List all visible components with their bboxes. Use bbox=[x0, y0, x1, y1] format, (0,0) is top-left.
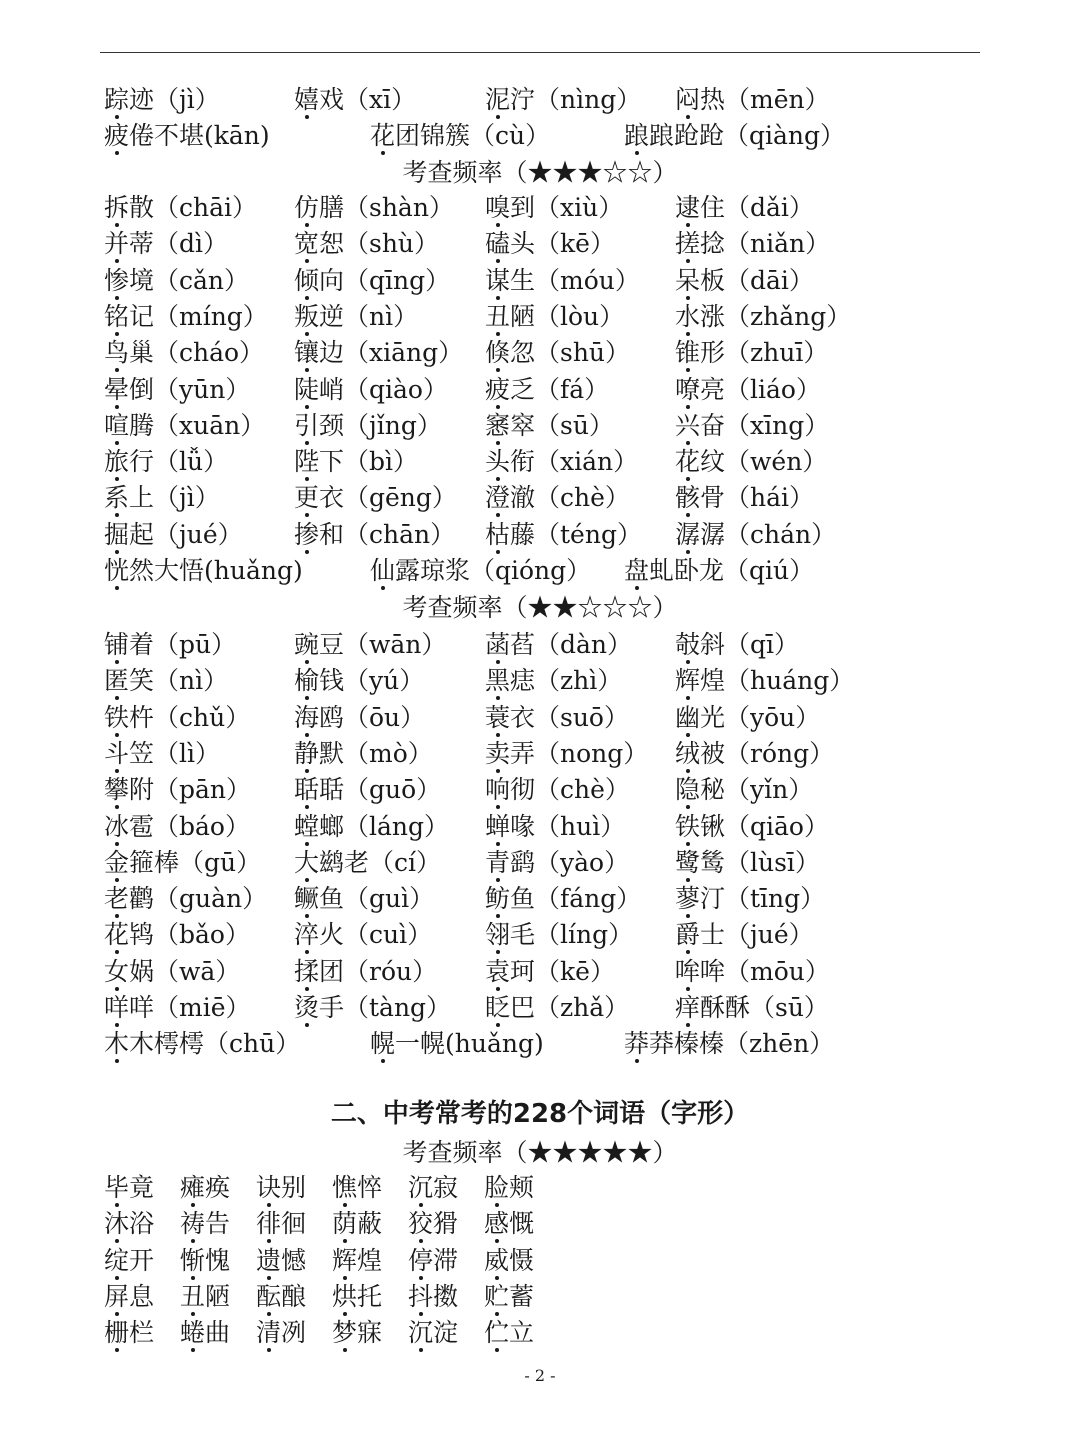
word-entry: 冰雹（báo） bbox=[104, 811, 250, 841]
word-entry: 陡峭（qiào） bbox=[294, 374, 448, 404]
word-entry: 惭愧 bbox=[180, 1245, 231, 1275]
word-entry: 响彻（chè） bbox=[485, 775, 630, 805]
word-entry: 抖擞 bbox=[408, 1281, 459, 1311]
word-entry: 辉煌 bbox=[332, 1245, 383, 1275]
word-entry: 陛下（bì） bbox=[294, 447, 418, 477]
word-entry: 磕头（kē） bbox=[485, 229, 615, 259]
emphasis-dot bbox=[191, 1348, 195, 1352]
word-entry: 恍然大悟(huǎng) bbox=[104, 556, 303, 585]
word-entry: 幽光（yōu） bbox=[675, 702, 821, 732]
emphasis-dot bbox=[381, 1059, 385, 1063]
frequency-heading: 考查频率（★★★☆☆） bbox=[402, 158, 678, 187]
word-entry: 诀别 bbox=[256, 1173, 307, 1202]
emphasis-dot bbox=[419, 1348, 423, 1352]
word-entry: 闷热（mēn） bbox=[675, 85, 830, 114]
word-entry: 烘托 bbox=[332, 1281, 383, 1311]
word-entry: 沐浴 bbox=[104, 1209, 155, 1239]
word-entry: 嬉戏（xī） bbox=[294, 85, 417, 114]
word-entry: 踉踉跄跄（qiàng） bbox=[624, 121, 846, 151]
word-entry: 老鹳（guàn） bbox=[104, 884, 268, 914]
word-entry: 祷告 bbox=[180, 1209, 231, 1239]
word-entry: 静默（mò） bbox=[294, 738, 433, 768]
frequency-heading: 考查频率（★★★★★） bbox=[402, 1138, 678, 1167]
word-entry: 眨巴（zhǎ） bbox=[485, 993, 630, 1022]
word-entry: 丑陋（lòu） bbox=[485, 301, 625, 331]
word-entry: 攲斜（qī） bbox=[675, 630, 799, 659]
word-entry: 潺潺（chán） bbox=[675, 519, 837, 549]
word-entry: 木木樗樗（chū） bbox=[104, 1029, 301, 1059]
word-entry: 呆板（dāi） bbox=[675, 265, 814, 295]
word-entry: 憔悴 bbox=[332, 1173, 383, 1202]
word-entry: 莽莽榛榛（zhēn） bbox=[624, 1029, 835, 1059]
word-entry: 攀附（pān） bbox=[104, 775, 252, 805]
word-entry: 搓捻（niǎn） bbox=[675, 229, 831, 259]
word-entry: 屏息 bbox=[104, 1281, 155, 1311]
emphasis-dot bbox=[305, 550, 309, 554]
word-entry: 嗅到（xiù） bbox=[485, 193, 624, 222]
word-entry: 系上（jì） bbox=[104, 483, 220, 513]
word-entry: 铺着（pū） bbox=[104, 630, 237, 659]
word-entry: 宽恕（shù） bbox=[294, 229, 440, 259]
word-entry: 水涨（zhǎng） bbox=[675, 301, 852, 331]
word-entry: 喧腾（xuān） bbox=[104, 410, 266, 440]
word-entry: 遗憾 bbox=[256, 1245, 307, 1275]
word-entry: 黑痣（zhì） bbox=[485, 666, 623, 696]
word-entry: 蜷曲 bbox=[180, 1318, 231, 1348]
emphasis-dot bbox=[343, 1348, 347, 1352]
word-entry: 绽开 bbox=[104, 1245, 155, 1275]
word-entry: 鸟巢（cháo） bbox=[104, 338, 265, 368]
section-title: 二、中考常考的228个词语（字形） bbox=[330, 1099, 750, 1129]
word-entry: 掺和（chān） bbox=[294, 519, 456, 549]
word-entry: 脸颊 bbox=[484, 1173, 535, 1202]
word-entry: 掘起（jué） bbox=[104, 519, 243, 549]
word-entry: 咩咩（miē） bbox=[104, 993, 251, 1022]
word-entry: 铁锹（qiāo） bbox=[675, 811, 829, 841]
word-entry: 蝉喙（huì） bbox=[485, 811, 626, 841]
word-entry: 辉煌（huáng） bbox=[675, 666, 855, 696]
word-entry: 斗笠（lì） bbox=[104, 738, 220, 768]
word-entry: 哞哞（mōu） bbox=[675, 956, 830, 986]
word-entry: 沉淀 bbox=[408, 1318, 459, 1348]
word-entry: 蓼汀（tīng） bbox=[675, 884, 826, 914]
word-entry: 荫蔽 bbox=[332, 1209, 383, 1239]
word-entry: 袁珂（kē） bbox=[485, 956, 615, 986]
word-entry: 菡萏（dàn） bbox=[485, 630, 633, 659]
emphasis-dot bbox=[305, 115, 309, 119]
word-entry: 大鹚老（cí） bbox=[294, 847, 441, 877]
word-entry: 窸窣（sū） bbox=[485, 410, 614, 440]
word-entry: 更衣（gēng） bbox=[294, 483, 457, 513]
word-entry: 狡猾 bbox=[408, 1209, 459, 1239]
word-entry: 聒聒（guō） bbox=[294, 775, 442, 805]
word-entry: 惨境（cǎn） bbox=[104, 265, 250, 295]
word-entry: 蓑衣（suō） bbox=[485, 702, 629, 732]
word-entry: 晕倒（yūn） bbox=[104, 374, 251, 404]
word-entry: 倾向（qīng） bbox=[294, 265, 451, 295]
word-entry: 淬火（cuì） bbox=[294, 920, 433, 950]
word-entry: 骸骨（hái） bbox=[675, 483, 815, 513]
word-entry: 幌一幌(huǎng) bbox=[370, 1029, 544, 1059]
word-entry: 泥泞（nìng） bbox=[485, 85, 642, 114]
word-entry: 绒被（róng） bbox=[675, 738, 835, 768]
word-entry: 仙露琼浆（qióng） bbox=[370, 556, 592, 585]
word-entry: 盘虬卧龙（qiú） bbox=[624, 556, 815, 585]
word-entry: 酝酿 bbox=[256, 1281, 307, 1311]
word-entry: 螳螂（láng） bbox=[294, 811, 450, 841]
word-entry: 旅行（lǚ） bbox=[104, 447, 229, 477]
word-entry: 海鸥（ōu） bbox=[294, 702, 426, 732]
page-number: - 2 - bbox=[524, 1366, 556, 1385]
word-entry: 逮住（dǎi） bbox=[675, 193, 814, 222]
word-entry: 丑陋 bbox=[180, 1281, 231, 1311]
word-entry: 头衔（xián） bbox=[485, 447, 639, 477]
word-entry: 踪迹（jì） bbox=[104, 85, 220, 114]
word-entry: 引颈（jǐng） bbox=[294, 410, 442, 440]
word-entry: 痒酥酥（sū） bbox=[675, 993, 829, 1022]
word-entry: 爵士（jué） bbox=[675, 920, 814, 950]
word-entry: 鳜鱼（guì） bbox=[294, 884, 435, 914]
word-entry: 并蒂（dì） bbox=[104, 229, 228, 259]
word-entry: 伫立 bbox=[484, 1318, 535, 1348]
word-entry: 揉团（róu） bbox=[294, 956, 438, 986]
emphasis-dot bbox=[267, 1348, 271, 1352]
word-entry: 谋生（móu） bbox=[485, 265, 640, 295]
word-entry: 鲂鱼（fáng） bbox=[485, 884, 642, 914]
word-entry: 锥形（zhuī） bbox=[675, 338, 829, 368]
word-entry: 花团锦簇（cù） bbox=[370, 121, 551, 151]
word-entry: 毕竟 bbox=[104, 1173, 155, 1202]
emphasis-dot bbox=[495, 1348, 499, 1352]
word-entry: 隐秘（yǐn） bbox=[675, 775, 814, 805]
word-entry: 兴奋（xīng） bbox=[675, 410, 830, 440]
word-entry: 金箍棒（gū） bbox=[104, 847, 262, 877]
word-entry: 徘徊 bbox=[256, 1209, 307, 1239]
word-entry: 澄澈（chè） bbox=[485, 483, 630, 513]
word-entry: 威慑 bbox=[484, 1245, 535, 1275]
header-rule bbox=[100, 52, 980, 53]
word-entry: 匿笑（nì） bbox=[104, 666, 229, 696]
word-entry: 拆散（chāi） bbox=[104, 193, 258, 222]
word-entry: 倏忽（shū） bbox=[485, 338, 631, 368]
word-entry: 鹭鸶（lùsī） bbox=[675, 847, 820, 877]
word-entry: 镶边（xiāng） bbox=[294, 338, 464, 368]
word-entry: 烫手（tàng） bbox=[294, 993, 452, 1022]
word-entry: 瘫痪 bbox=[180, 1173, 231, 1202]
emphasis-dot bbox=[635, 1059, 639, 1063]
word-entry: 枯藤（téng） bbox=[485, 519, 642, 549]
emphasis-dot bbox=[305, 1023, 309, 1027]
word-entry: 栅栏 bbox=[104, 1318, 155, 1348]
word-entry: 铁杵（chǔ） bbox=[104, 702, 251, 732]
emphasis-dot bbox=[115, 1059, 119, 1063]
word-entry: 停滞 bbox=[408, 1245, 459, 1275]
word-entry: 卖弄（nong） bbox=[485, 738, 649, 768]
emphasis-dot bbox=[115, 1348, 119, 1352]
word-entry: 榆钱（yú） bbox=[294, 666, 425, 696]
word-entry: 青鹞（yào） bbox=[485, 847, 630, 877]
word-entry: 疲乏（fá） bbox=[485, 374, 610, 404]
frequency-heading: 考查频率（★★☆☆☆） bbox=[402, 593, 678, 622]
word-entry: 铭记（míng） bbox=[104, 301, 268, 331]
word-entry: 沉寂 bbox=[408, 1173, 459, 1202]
word-entry: 女娲（wā） bbox=[104, 956, 241, 986]
word-entry: 翎毛（líng） bbox=[485, 920, 634, 950]
word-entry: 清冽 bbox=[256, 1318, 307, 1348]
word-entry: 豌豆（wān） bbox=[294, 630, 447, 659]
word-entry: 仿膳（shàn） bbox=[294, 193, 454, 222]
word-entry: 花纹（wén） bbox=[675, 447, 828, 477]
word-entry: 疲倦不堪(kān) bbox=[104, 121, 270, 151]
word-entry: 花鸨（bǎo） bbox=[104, 920, 250, 950]
word-entry: 叛逆（nì） bbox=[294, 301, 419, 331]
word-entry: 贮蓄 bbox=[484, 1281, 535, 1311]
word-entry: 感慨 bbox=[484, 1209, 535, 1239]
word-entry: 梦寐 bbox=[332, 1318, 383, 1348]
word-entry: 嘹亮（liáo） bbox=[675, 374, 821, 404]
